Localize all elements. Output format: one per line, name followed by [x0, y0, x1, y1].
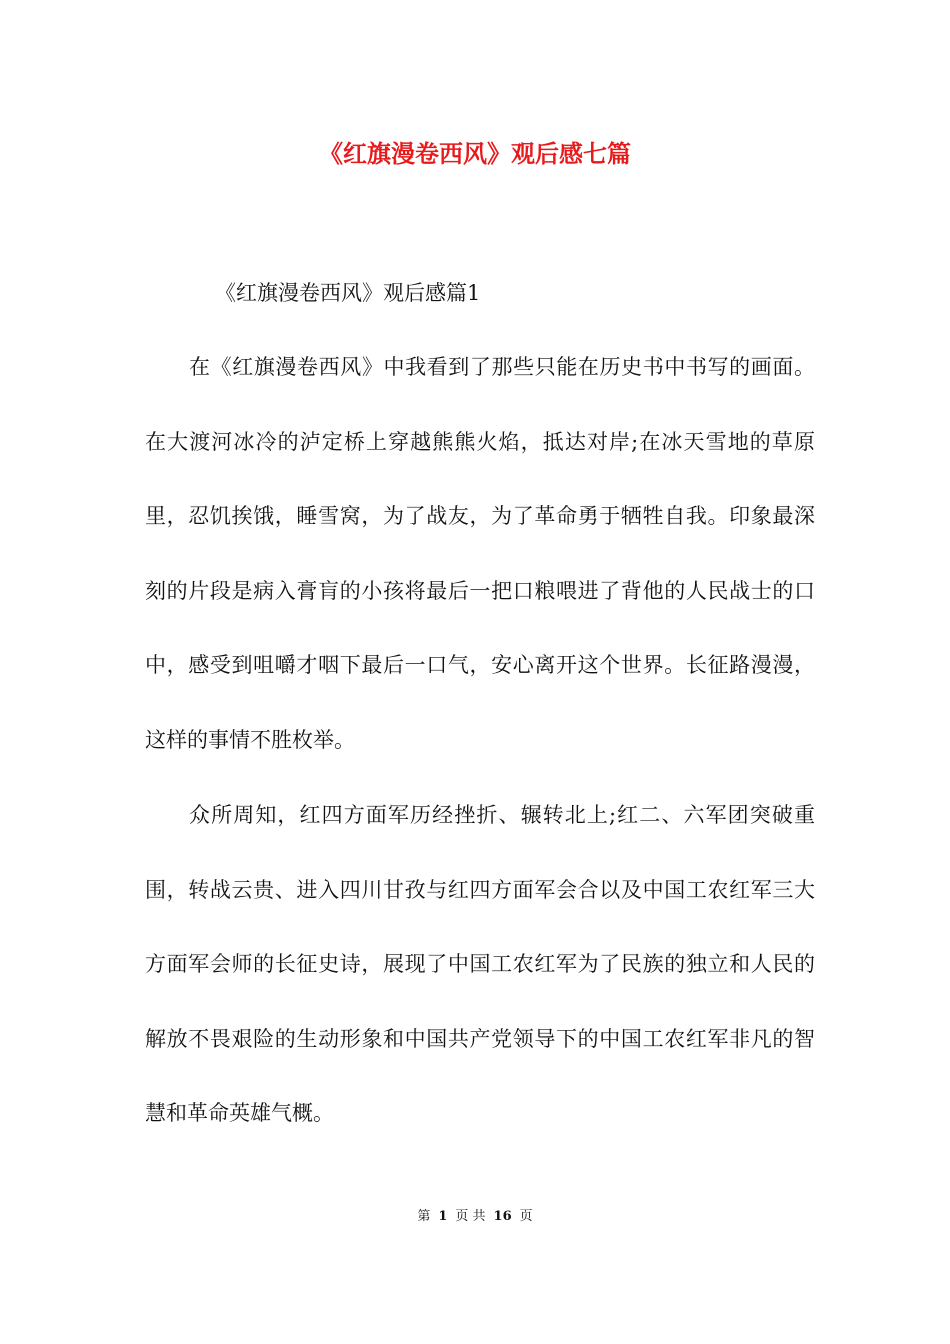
section-heading: 《红旗漫卷西风》观后感篇1 — [215, 281, 481, 305]
footer-current-page: 1 — [438, 1209, 448, 1224]
paragraph-1: 在《红旗漫卷西风》中我看到了那些只能在历史书中书写的画面。在大渡河冰冷的泸定桥上穿越熊熊火焰，抵达对岸;在冰天雪地的草原里，忍饥挨饿，睡雪窝，为了战友，为了革命勇于牺牲自我。印象最深刻的片段是病入膏肓的小孩将最后一把口粮喂进了背他的人民战士的口中，感受到咀嚼才咽下最后一口气，安心离开这个世界。长征路漫漫，这样的事情不胜枚举。 — [145, 355, 815, 752]
paragraph-2: 众所周知，红四方面军历经挫折、辗转北上;红二、六军团突破重围，转战云贵、进入四川甘孜与红四方面军会合以及中国工农红军三大方面军会师的长征史诗，展现了中国工农红军为了民族的独立和人民的解放不畏艰险的生动形象和中国共产党领导下的中国工农红军非凡的智慧和革命英雄气概。 — [145, 803, 815, 1125]
footer-prefix: 第 — [417, 1209, 431, 1224]
page-footer — [0, 1206, 950, 1228]
document-title: 《红旗漫卷西风》观后感七篇 — [319, 139, 631, 168]
footer-middle: 页 共 — [455, 1209, 486, 1224]
footer-total-pages: 16 — [493, 1209, 512, 1224]
footer-suffix: 页 — [519, 1209, 533, 1224]
